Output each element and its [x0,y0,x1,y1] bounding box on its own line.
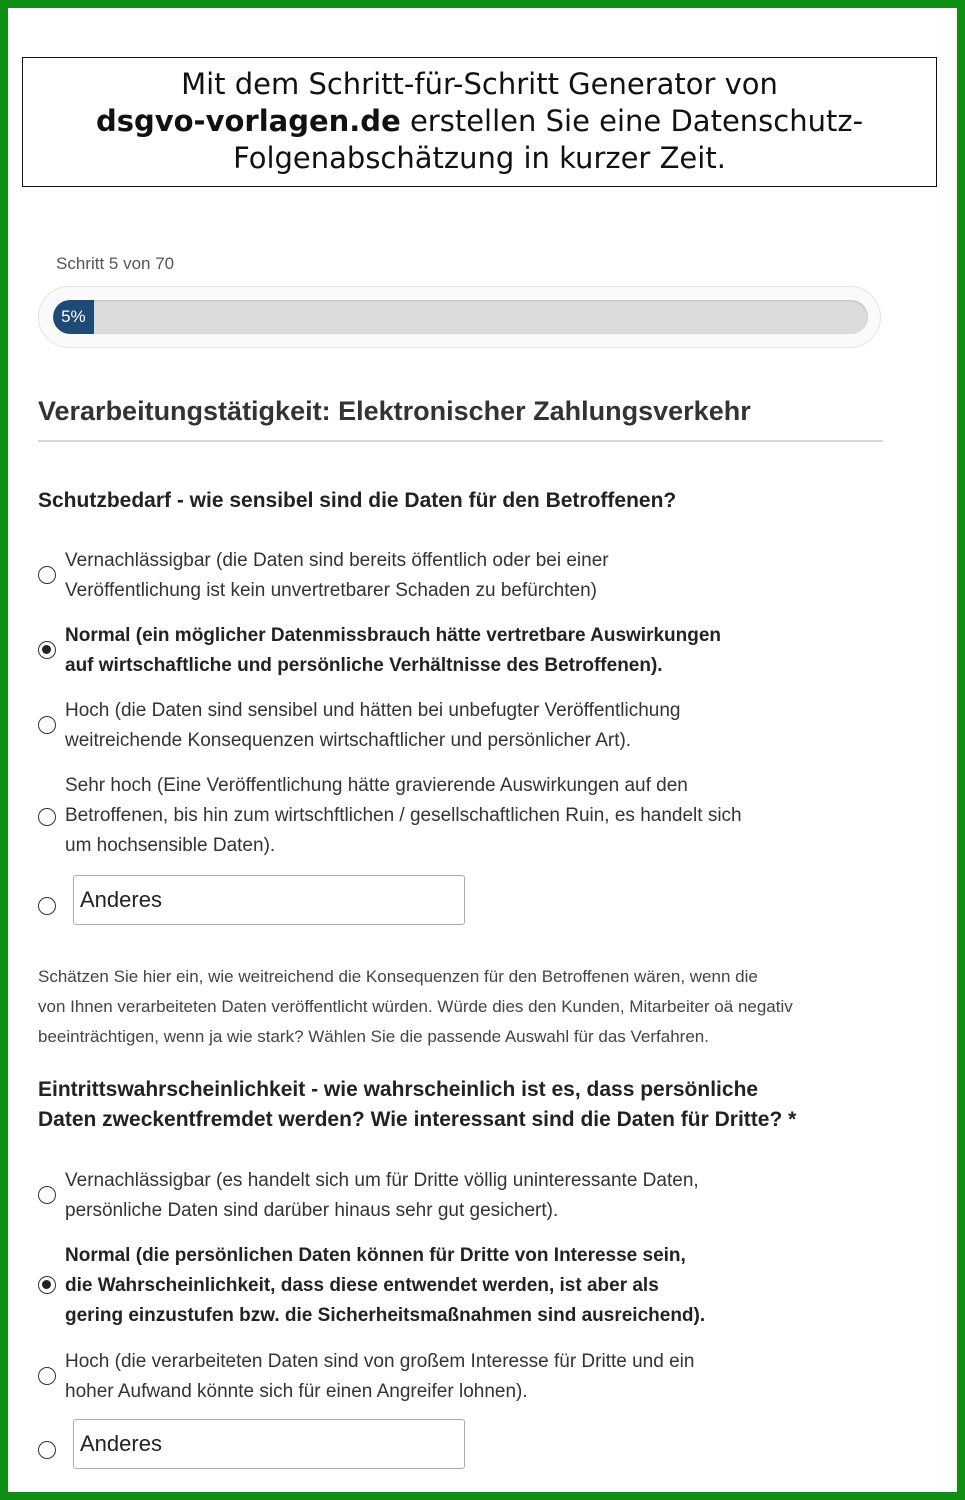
banner-brand: dsgvo-vorlagen.de [95,104,401,138]
option-label-line: hoher Aufwand könnte sich für einen Angreifer lohnen). [65,1381,528,1402]
help-text-line: Schätzen Sie hier ein, wie weitreichend die Konsequenzen für den Betroffenen wären, wenn die [38,967,758,986]
option-label [65,1347,835,1407]
option-label-line: Vernachlässigbar (die Daten sind bereits öffentlich oder bei einer [65,550,609,571]
option-label-line: auf wirtschaftliche und persönliche Verhältnisse des Betroffenen). [65,655,663,676]
radio-button[interactable] [38,1186,56,1204]
option-label [65,621,835,681]
option-label-line: Veröffentlichung ist kein unvertretbarer Schaden zu befürchten) [65,580,597,601]
help-text-line: beeinträchtigen, wenn ja wie stark? Wählen Sie die passende Auswahl für das Verfahren. [38,1027,709,1046]
option-label-line: weitreichende Konsequenzen wirtschaftlicher und persönlicher Art). [65,730,632,751]
question-schutzbedarf: Schutzbedarf - wie sensibel sind die Daten für den Betroffenen? [38,489,677,512]
progress-bar-container [38,286,881,348]
banner-line-2 [23,103,936,140]
radio-button[interactable] [38,897,56,915]
radio-button-selected[interactable] [38,1276,56,1294]
option-eintritt-anderes[interactable] [38,1419,838,1471]
option-label [65,1166,835,1226]
banner-line-3: Folgenabschätzung in kurzer Zeit. [233,141,726,175]
option-label-line: die Wahrscheinlichkeit, dass diese entwendet werden, ist aber als [65,1275,659,1296]
banner-line-1: Mit dem Schritt-für-Schritt Generator von [181,67,778,101]
other-text-input[interactable] [73,1419,465,1469]
other-text-input[interactable] [73,875,465,925]
option-label-line: Normal (die persönlichen Daten können für Dritte von Interesse sein, [65,1245,686,1266]
title-divider [38,440,883,442]
radio-button[interactable] [38,716,56,734]
radio-button[interactable] [38,808,56,826]
progress-fill: 5% [53,300,94,334]
option-label [65,771,835,861]
option-label-line: Vernachlässigbar (es handelt sich um für Dritte völlig uninteressante Daten, [65,1170,699,1191]
help-text-line: von Ihnen verarbeiteten Daten veröffentlicht würden. Würde dies den Kunden, Mitarbeiter oä negativ [38,997,793,1016]
progress-track [53,300,868,334]
option-label-line: Hoch (die verarbeiteten Daten sind von großem Interesse für Dritte und ein [65,1351,695,1372]
step-counter: Schritt 5 von 70 [56,254,175,273]
banner-line-2-rest: erstellen Sie eine Datenschutz- [400,104,864,138]
option-label-line: Sehr hoch (Eine Veröffentlichung hätte gravierende Auswirkungen auf den [65,775,688,796]
help-text [38,962,888,1052]
promo-banner [22,57,937,187]
option-schutz-anderes[interactable] [38,875,838,927]
question-eintrittswahrscheinlichkeit [38,1075,918,1135]
radio-button[interactable] [38,566,56,584]
radio-button[interactable] [38,1367,56,1385]
radio-button[interactable] [38,1441,56,1459]
page-title: Verarbeitungstätigkeit: Elektronischer Zahlungsverkehr [38,396,751,426]
option-label [65,696,835,756]
option-label-line: Normal (ein möglicher Datenmissbrauch hätte vertretbare Auswirkungen [65,625,722,646]
option-label-line: um hochsensible Daten). [65,835,276,856]
option-label [65,546,835,606]
option-label-line: persönliche Daten sind darüber hinaus sehr gut gesichert). [65,1200,559,1221]
option-label-line: Betroffenen, bis hin zum wirtschftlichen / gesellschaftlichen Ruin, es handelt sich [65,805,742,826]
radio-button-selected[interactable] [38,641,56,659]
question-line: Daten zweckentfremdet werden? Wie interessant sind die Daten für Dritte? * [38,1108,797,1131]
option-label [65,1241,835,1331]
question-line: Eintrittswahrscheinlichkeit - wie wahrscheinlich ist es, dass persönliche [38,1078,759,1101]
option-label-line: Hoch (die Daten sind sensibel und hätten bei unbefugter Veröffentlichung [65,700,681,721]
option-label-line: gering einzustufen bzw. die Sicherheitsmaßnahmen sind ausreichend). [65,1305,706,1326]
